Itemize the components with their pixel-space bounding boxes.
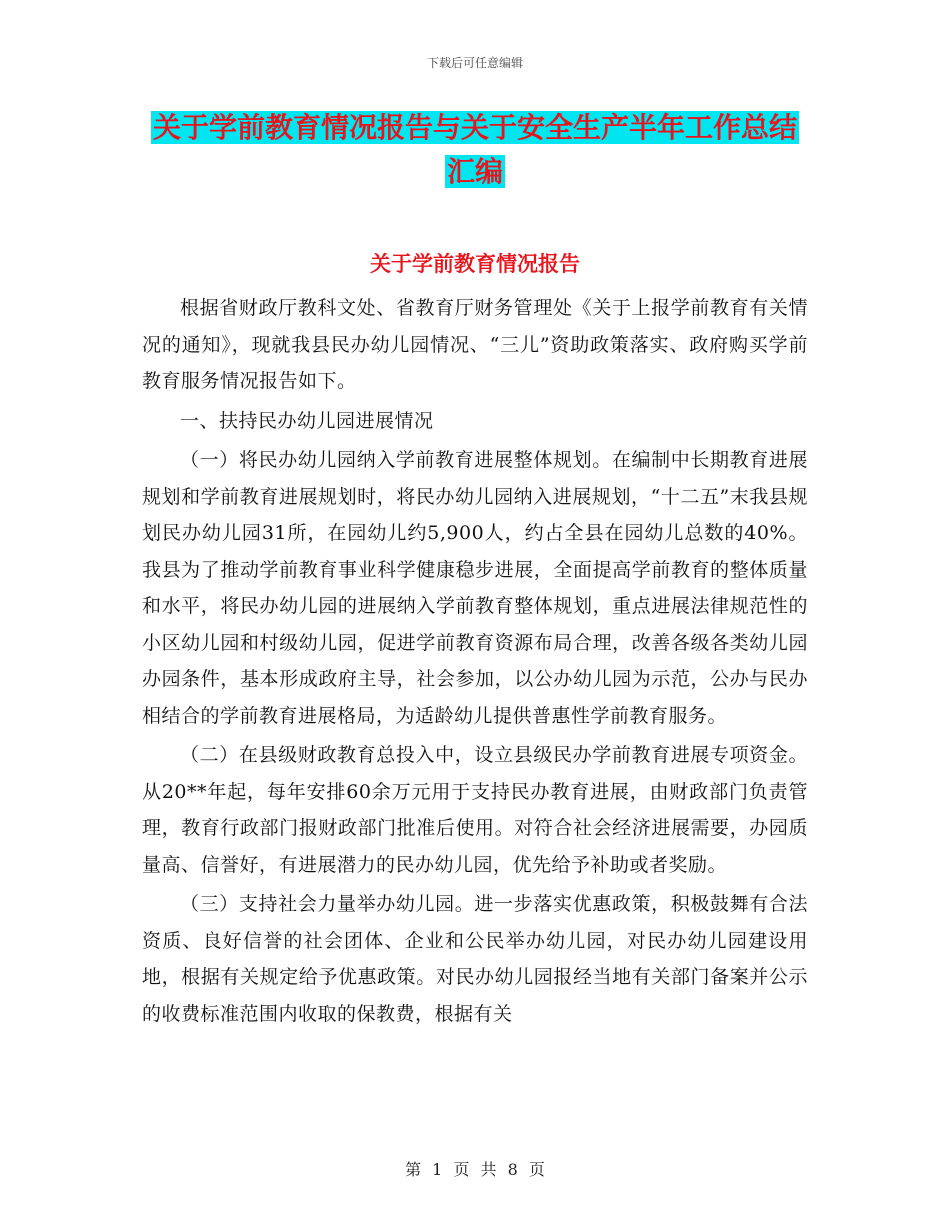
document-title-line2: 汇编 (446, 155, 503, 188)
document-body (142, 290, 808, 1035)
page-footer: 第 1 页 共 8 页 (405, 1160, 545, 1179)
header-note: 下载后可任意编辑 (426, 56, 523, 70)
paragraph-item-1: （一）将民办幼儿园纳入学前教育进展整体规划。在编制中长期教育进展规划和学前教育进展规划时，将民办幼儿园纳入进展规划，“十二五”末我县规划民办幼儿园31所，在园幼儿约5,900人，约占全县在园幼儿总数的40%。我县为了推动学前教育事业科学健康稳步进展，全面提高学前教育的整体质量和水平，将民办幼儿园的进展纳入学前教育整体规划，重点进展法律规范性的小区幼儿园和村级幼儿园，促进学前教育资源布局合理，改善各级各类幼儿园办园条件，基本形成政府主导，社会参加，以公办幼儿园为示范，公办与民办相结合的学前教育进展格局，为适龄幼儿提供普惠性学前教育服务。 (142, 449, 808, 727)
document-title-line1: 关于学前教育情况报告与关于安全生产半年工作总结 (152, 111, 797, 144)
section-title: 关于学前教育情况报告 (370, 251, 580, 276)
paragraph-item-2: （二）在县级财政教育总投入中，设立县级民办学前教育进展专项资金。从20**年起，每年安排60余万元用于支持民办教育进展，由财政部门负责管理，教育行政部门报财政部门批准后使用。对符合社会经济进展需要，办园质量高、信誉好，有进展潜力的民办幼儿园，优先给予补助或者奖励。 (142, 744, 808, 876)
document-title (120, 106, 830, 194)
paragraph-intro: 根据省财政厅教科文处、省教育厅财务管理处《关于上报学前教育有关情况的通知》，现就我县民办幼儿园情况、“三儿”资助政策落实、政府购买学前教育服务情况报告如下。 (142, 297, 808, 392)
paragraph-item-3: （三）支持社会力量举办幼儿园。进一步落实优惠政策，积极鼓舞有合法资质、良好信誉的社会团体、企业和公民举办幼儿园，对民办幼儿园建设用地，根据有关规定给予优惠政策。对民办幼儿园报经当地有关部门备案并公示的收费标准范围内收取的保教费，根据有关 (142, 893, 808, 1025)
paragraph-heading-1: 一、扶持民办幼儿园进展情况 (180, 409, 434, 432)
